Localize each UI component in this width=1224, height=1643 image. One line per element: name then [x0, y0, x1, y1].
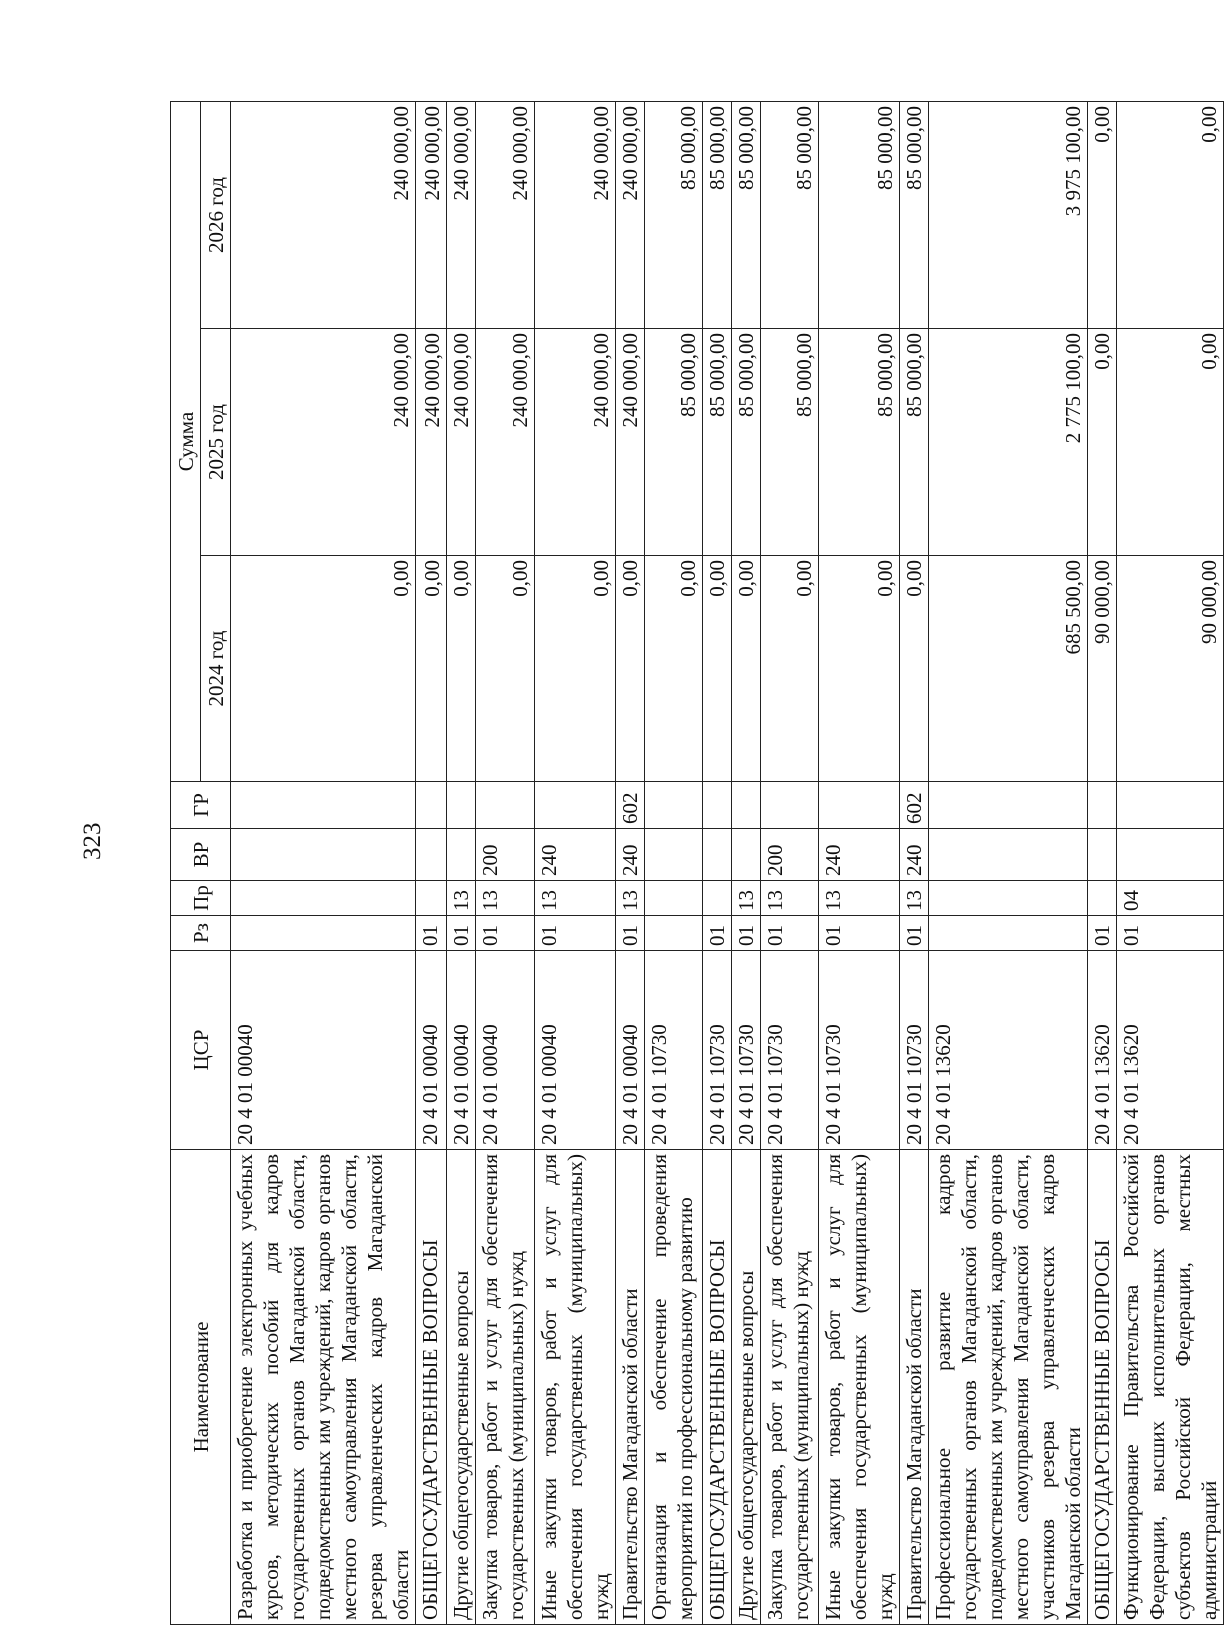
row-vr: [703, 829, 732, 881]
row-sum-2025: 240 000,00: [416, 329, 447, 556]
row-pr: 13: [732, 881, 761, 916]
table-row: [616, 101, 645, 1624]
row-sum-2025: 85 000,00: [761, 329, 819, 556]
row-sum-2025: 85 000,00: [819, 329, 900, 556]
row-name: Правительство Магаданской области: [616, 1150, 645, 1625]
table-row: [1088, 101, 1117, 1624]
row-sum-2026: 85 000,00: [900, 101, 929, 328]
row-sum-2024: 0,00: [703, 556, 732, 782]
row-sum-2026: 240 000,00: [616, 101, 645, 328]
row-sum-2026: 85 000,00: [819, 101, 900, 328]
row-gr: [447, 782, 476, 829]
row-csr: 20 4 01 00040: [231, 951, 416, 1150]
row-rz: 01: [900, 916, 929, 951]
row-csr: 20 4 01 00040: [416, 951, 447, 1150]
header-year-2024: 2024 год: [201, 556, 231, 782]
row-pr: 13: [535, 881, 616, 916]
row-vr: [447, 829, 476, 881]
row-pr: 04: [1117, 881, 1224, 916]
row-vr: [1117, 829, 1224, 881]
row-csr: 20 4 01 13620: [929, 951, 1088, 1150]
row-sum-2024: 0,00: [616, 556, 645, 782]
row-sum-2026: 240 000,00: [416, 101, 447, 328]
row-vr: 200: [476, 829, 535, 881]
row-pr: [416, 881, 447, 916]
row-gr: [732, 782, 761, 829]
row-sum-2025: 85 000,00: [900, 329, 929, 556]
row-rz: 01: [616, 916, 645, 951]
header-vr: ВР: [171, 829, 231, 881]
row-csr: 20 4 01 00040: [476, 951, 535, 1150]
table-row: [447, 101, 476, 1624]
row-name: Другие общегосударственные вопросы: [732, 1150, 761, 1625]
row-csr: 20 4 01 13620: [1117, 951, 1224, 1150]
row-sum-2026: 240 000,00: [535, 101, 616, 328]
row-name: Разработка и приобретение электронных учебных курсов, методических пособий для кадров государственных органов Магаданской области, подведомственных им учреждений, кадров органов местного самоуправления Магаданской области, резерва управленческих кадров Магаданской области: [231, 1150, 416, 1625]
row-rz: 01: [732, 916, 761, 951]
row-sum-2024: 0,00: [416, 556, 447, 782]
row-name: Другие общегосударственные вопросы: [447, 1150, 476, 1625]
row-rz: 01: [761, 916, 819, 951]
row-sum-2024: 0,00: [231, 556, 416, 782]
table-row: [732, 101, 761, 1624]
row-rz: 01: [1088, 916, 1117, 951]
row-sum-2024: 0,00: [761, 556, 819, 782]
row-csr: 20 4 01 00040: [447, 951, 476, 1150]
row-gr: [645, 782, 703, 829]
row-gr: [416, 782, 447, 829]
table-row: [819, 101, 900, 1624]
row-name: Иные закупки товаров, работ и услуг для обеспечения государственных (муниципальных) нужд: [819, 1150, 900, 1625]
row-name: ОБЩЕГОСУДАРСТВЕННЫЕ ВОПРОСЫ: [416, 1150, 447, 1625]
row-sum-2024: 0,00: [447, 556, 476, 782]
row-sum-2024: 0,00: [476, 556, 535, 782]
row-sum-2026: 240 000,00: [447, 101, 476, 328]
row-name: Правительство Магаданской области: [900, 1150, 929, 1625]
row-sum-2025: 85 000,00: [703, 329, 732, 556]
header-csr: ЦСР: [171, 951, 231, 1150]
row-sum-2026: 85 000,00: [732, 101, 761, 328]
row-sum-2026: 240 000,00: [476, 101, 535, 328]
row-sum-2026: 240 000,00: [231, 101, 416, 328]
row-rz: [645, 916, 703, 951]
table-row: [645, 101, 703, 1624]
row-name: Закупка товаров, работ и услуг для обеспечения государственных (муниципальных) нужд: [476, 1150, 535, 1625]
row-gr: [819, 782, 900, 829]
row-sum-2026: 85 000,00: [645, 101, 703, 328]
row-name: Профессиональное развитие кадров государственных органов Магаданской области, подведомственных им учреждений, кадров органов местного самоуправления Магаданской области, участников резерва управленческих кадров Магаданской области: [929, 1150, 1088, 1625]
row-pr: 13: [819, 881, 900, 916]
row-pr: 13: [616, 881, 645, 916]
row-name: Закупка товаров, работ и услуг для обеспечения государственных (муниципальных) нужд: [761, 1150, 819, 1625]
row-csr: 20 4 01 10730: [703, 951, 732, 1150]
table-row: [900, 101, 929, 1624]
row-vr: 200: [761, 829, 819, 881]
row-csr: 20 4 01 10730: [819, 951, 900, 1150]
row-csr: 20 4 01 00040: [535, 951, 616, 1150]
header-name: Наименование: [171, 1150, 231, 1625]
header-year-2026: 2026 год: [201, 101, 231, 328]
row-name: Организация и обеспечение проведения мероприятий по профессиональному развитию: [645, 1150, 703, 1625]
row-csr: 20 4 01 10730: [900, 951, 929, 1150]
row-vr: [732, 829, 761, 881]
row-gr: [231, 782, 416, 829]
row-gr: [929, 782, 1088, 829]
row-sum-2026: 0,00: [1088, 101, 1117, 328]
row-sum-2026: 85 000,00: [703, 101, 732, 328]
row-pr: [1088, 881, 1117, 916]
row-gr: [1117, 782, 1224, 829]
row-pr: [645, 881, 703, 916]
row-sum-2025: 2 775 100,00: [929, 329, 1088, 556]
header-rz: Рз: [171, 916, 231, 951]
row-csr: 20 4 01 10730: [761, 951, 819, 1150]
header-year-2025: 2025 год: [201, 329, 231, 556]
row-vr: 240: [616, 829, 645, 881]
header-gr: ГР: [171, 782, 231, 829]
row-sum-2025: 85 000,00: [732, 329, 761, 556]
row-vr: 240: [900, 829, 929, 881]
row-pr: 13: [476, 881, 535, 916]
row-pr: 13: [447, 881, 476, 916]
row-name: Иные закупки товаров, работ и услуг для обеспечения государственных (муниципальных) нужд: [535, 1150, 616, 1625]
row-sum-2025: 240 000,00: [476, 329, 535, 556]
row-gr: 602: [616, 782, 645, 829]
row-vr: [929, 829, 1088, 881]
row-sum-2024: 90 000,00: [1117, 556, 1224, 782]
row-sum-2024: 685 500,00: [929, 556, 1088, 782]
row-sum-2024: 0,00: [819, 556, 900, 782]
row-name: ОБЩЕГОСУДАРСТВЕННЫЕ ВОПРОСЫ: [1088, 1150, 1117, 1625]
row-sum-2025: 240 000,00: [535, 329, 616, 556]
row-pr: [231, 881, 416, 916]
table-row: [761, 101, 819, 1624]
row-rz: 01: [476, 916, 535, 951]
row-rz: [929, 916, 1088, 951]
row-vr: [1088, 829, 1117, 881]
row-pr: [703, 881, 732, 916]
table-row: [231, 101, 416, 1624]
row-sum-2024: 0,00: [900, 556, 929, 782]
page-number: 323: [79, 822, 106, 860]
row-name: ОБЩЕГОСУДАРСТВЕННЫЕ ВОПРОСЫ: [703, 1150, 732, 1625]
row-sum-2025: 240 000,00: [447, 329, 476, 556]
row-gr: [703, 782, 732, 829]
row-gr: [535, 782, 616, 829]
row-pr: [929, 881, 1088, 916]
header-sum: Сумма: [171, 101, 201, 781]
row-csr: 20 4 01 10730: [732, 951, 761, 1150]
budget-table-container: [170, 102, 1221, 1625]
row-pr: 13: [761, 881, 819, 916]
row-gr: [1088, 782, 1117, 829]
row-vr: 240: [535, 829, 616, 881]
table-row: [535, 101, 616, 1624]
row-name: Функционирование Правительства Российской Федерации, высших исполнительных органов субъектов Российской Федерации, местных администраций: [1117, 1150, 1224, 1625]
row-vr: [645, 829, 703, 881]
row-sum-2025: 240 000,00: [231, 329, 416, 556]
row-sum-2024: 0,00: [535, 556, 616, 782]
row-csr: 20 4 01 10730: [645, 951, 703, 1150]
row-vr: [231, 829, 416, 881]
row-rz: 01: [1117, 916, 1224, 951]
table-row: [929, 101, 1088, 1624]
table-row: [1117, 101, 1224, 1624]
row-sum-2025: 240 000,00: [616, 329, 645, 556]
row-vr: [416, 829, 447, 881]
table-row: [703, 101, 732, 1624]
row-vr: 240: [819, 829, 900, 881]
row-sum-2025: 0,00: [1117, 329, 1224, 556]
row-csr: 20 4 01 00040: [616, 951, 645, 1150]
table-row: [476, 101, 535, 1624]
row-rz: 01: [447, 916, 476, 951]
row-gr: [761, 782, 819, 829]
row-sum-2024: 0,00: [645, 556, 703, 782]
row-rz: 01: [703, 916, 732, 951]
row-rz: 01: [535, 916, 616, 951]
row-sum-2025: 85 000,00: [645, 329, 703, 556]
table-row: [416, 101, 447, 1624]
header-pr: Пр: [171, 881, 231, 916]
row-sum-2026: 85 000,00: [761, 101, 819, 328]
row-sum-2026: 0,00: [1117, 101, 1224, 328]
row-sum-2024: 0,00: [732, 556, 761, 782]
row-rz: 01: [819, 916, 900, 951]
row-sum-2025: 0,00: [1088, 329, 1117, 556]
row-rz: 01: [416, 916, 447, 951]
row-csr: 20 4 01 13620: [1088, 951, 1117, 1150]
row-gr: [476, 782, 535, 829]
row-sum-2024: 90 000,00: [1088, 556, 1117, 782]
row-pr: 13: [900, 881, 929, 916]
row-sum-2026: 3 975 100,00: [929, 101, 1088, 328]
row-rz: [231, 916, 416, 951]
budget-table: [170, 101, 1224, 1625]
row-gr: 602: [900, 782, 929, 829]
